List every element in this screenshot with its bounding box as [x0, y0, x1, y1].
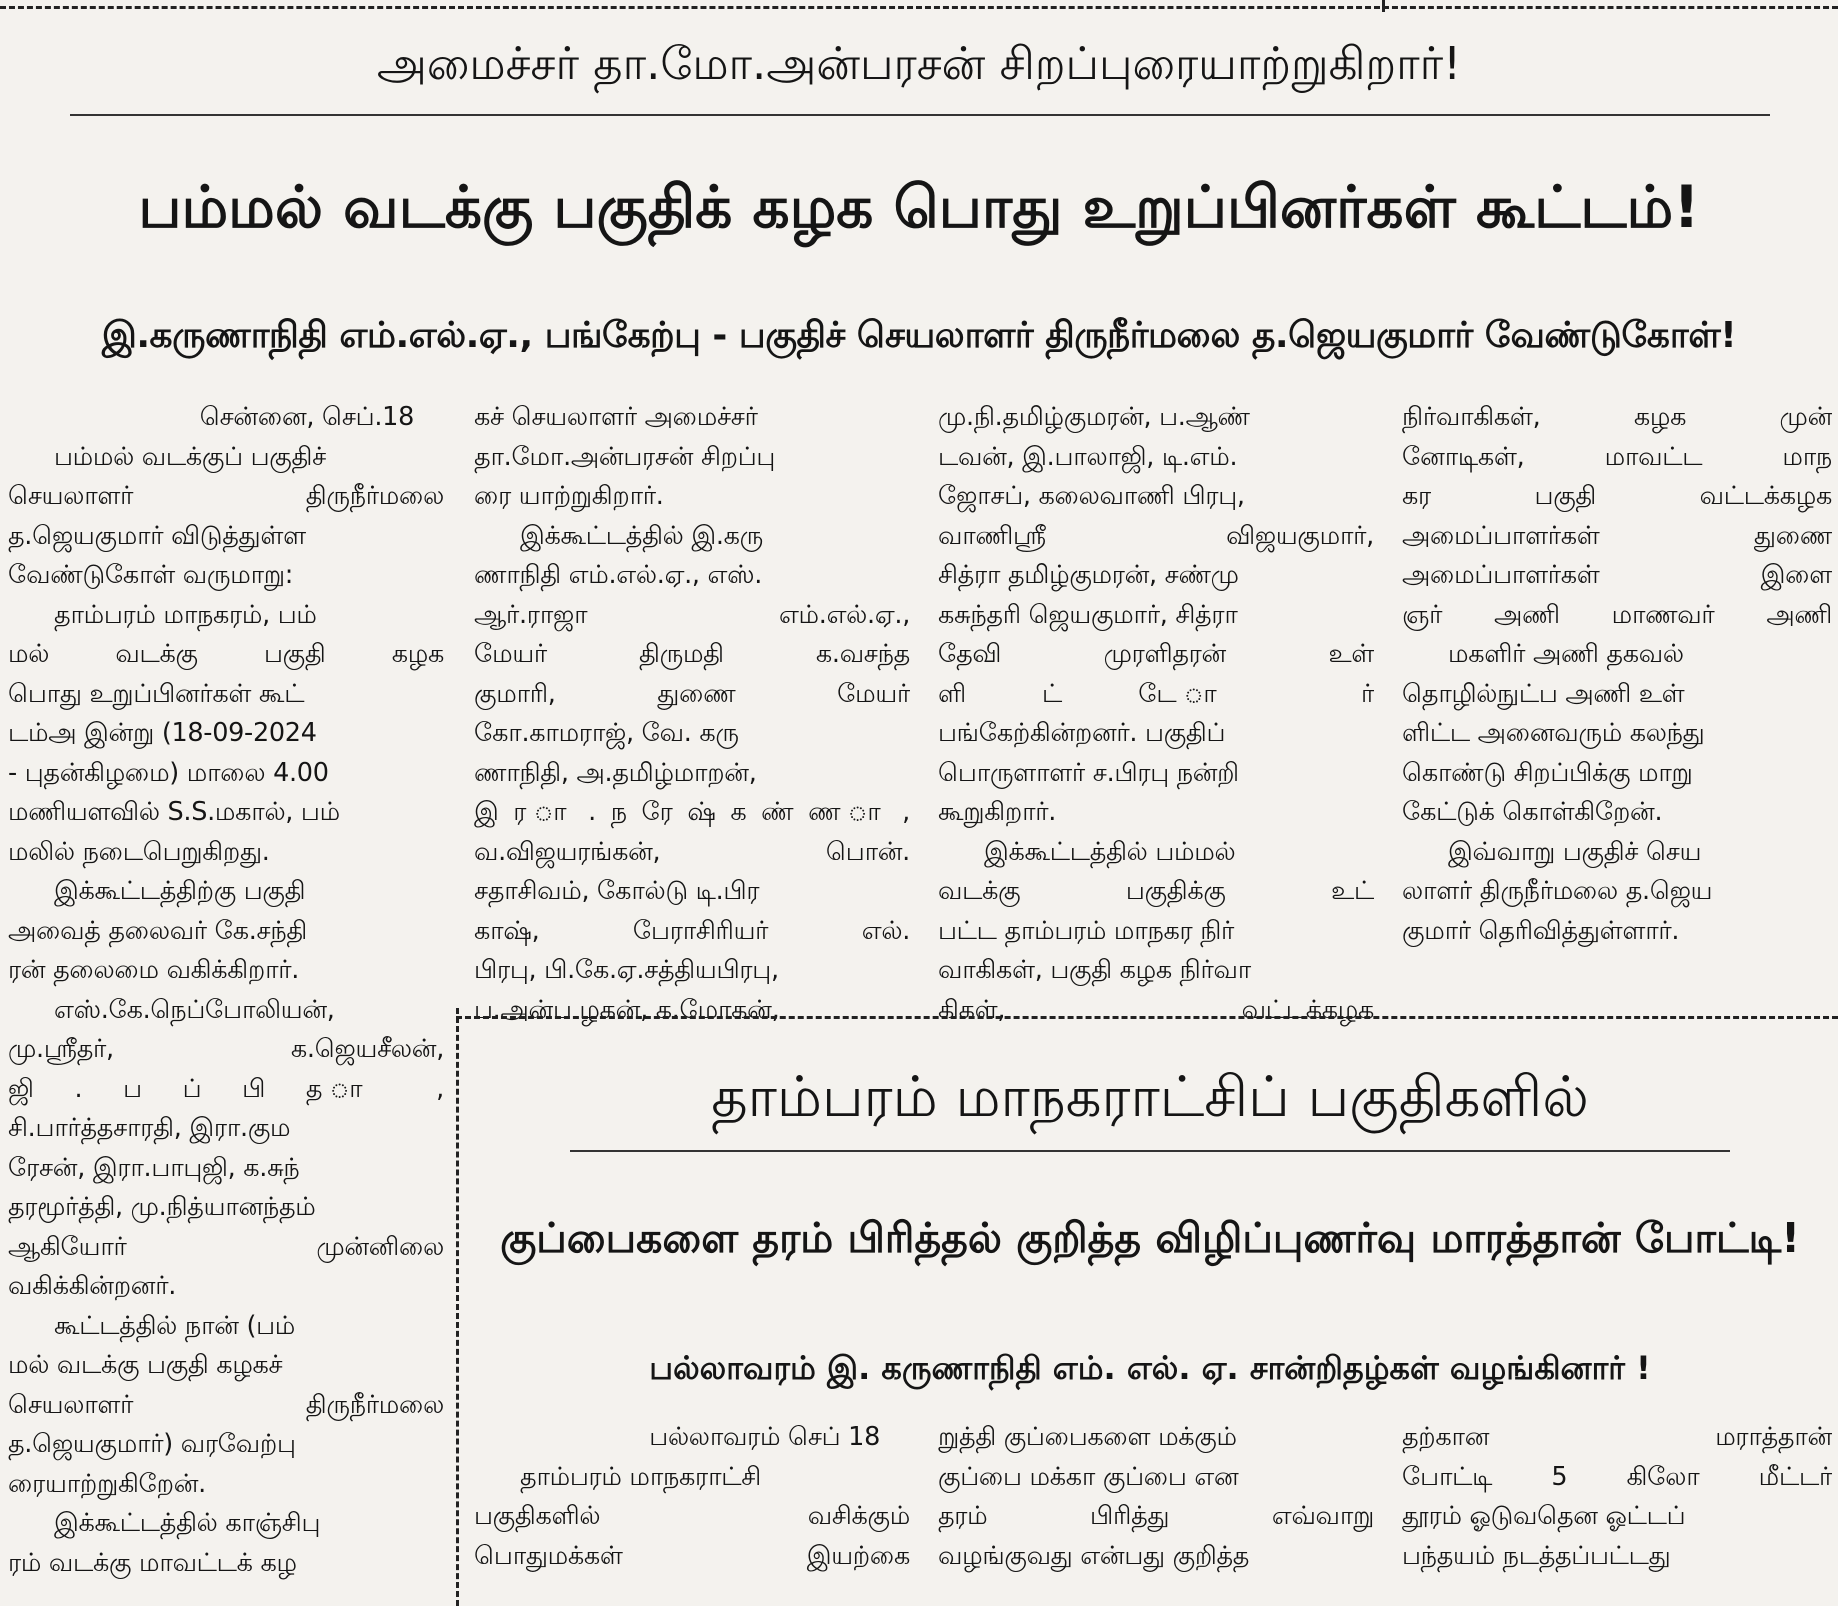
article-text-line: தா.மோ.அன்பரசன் சிறப்பு [474, 441, 776, 472]
article-text-line: ஜி . ப ப் பி த ா , [8, 1073, 444, 1104]
column-separator-dashed [456, 1008, 459, 1606]
article-text-line: நிர்வாகிகள், கழக முன் [1402, 402, 1832, 432]
article-text-line: இக்கூட்டத்தில் பம்மல் [984, 836, 1236, 867]
article-text-line: குமாரி, துணை மேயர் [474, 678, 910, 709]
article-text-line: மல் வடக்கு பகுதி கழக [8, 639, 444, 669]
article-text-line: மேயர் திருமதி க.வசந்த [474, 639, 910, 669]
article-text-line: ரையாற்றுகிறேன். [8, 1468, 206, 1499]
article-text-line: பட்ட தாம்பரம் மாநகர நிர் [938, 915, 1235, 946]
article-text-line: செயலாளர் திருநீர்மலை [8, 481, 444, 511]
article-text-line: ளி ட் டே ா ர் [938, 678, 1374, 709]
article-text-line: வ.விஜயரங்கன், பொன். [474, 836, 910, 867]
article-text-line: கூறுகிறார். [938, 797, 1057, 827]
article-text-line: ஆகியோர் முன்னிலை [8, 1231, 444, 1262]
article-text-line: பம்மல் வடக்குப் பகுதிச் [54, 441, 326, 472]
article-text-line: ணாநிதி, அ.தமிழ்மாறன், [474, 757, 757, 788]
article-text-line: இ ர ா . ந ரே ஷ் க ண் ண ா , [474, 797, 910, 827]
article-text-line: கச் செயலாளர் அமைச்சர் [474, 402, 758, 432]
article-text-line: வேண்டுகோள் வருமாறு: [8, 560, 294, 590]
article-text-line: கிகள், வட்டக்கழக [938, 994, 1374, 1025]
article-text-line: லாளர் திருநீர்மலை த.ஜெய [1402, 876, 1713, 906]
article-text-line: றுத்தி குப்பைகளை மக்கும் [938, 1422, 1237, 1452]
article-text-line: கூட்டத்தில் நான் (பம் [54, 1310, 296, 1341]
article-text-line: ஞர் அணி மாணவர் அணி [1402, 599, 1832, 630]
story2-kicker: தாம்பரம் மாநகராட்சிப் பகுதிகளில் [711, 1065, 1589, 1130]
article-text-line: பகுதிகளில் வசிக்கும் [474, 1501, 910, 1531]
article-text-line: அவைத் தலைவர் கே.சந்தி [8, 915, 308, 946]
article-text-line: பிரபு, பி.கே.ஏ.சத்தியபிரபு, [474, 955, 779, 985]
article-text-line: த.ஜெயகுமார்) வரவேற்பு [8, 1429, 296, 1459]
article-text-line: டவன், இ.பாலாஜி, டி.எம். [938, 441, 1238, 472]
article-text-line: வாணிஸ்ரீ விஜயகுமார், [938, 520, 1374, 551]
story2-kicker-underline [570, 1150, 1730, 1152]
article-text-line: செயலாளர் திருநீர்மலை [8, 1389, 444, 1420]
article-text-line: இக்கூட்டத்தில் காஞ்சிபு [54, 1508, 321, 1538]
article-text-line: கசுந்தரி ஜெயகுமார், சித்ரா [938, 599, 1238, 630]
article-text-line: தாம்பரம் மாநகரம், பம் [54, 599, 317, 630]
story2-headline: குப்பைகளை தரம் பிரித்தல் குறித்த விழிப்புணர்வு மாரத்தான் போட்டி! [500, 1214, 1800, 1262]
article-text-line: பல்லாவரம் செப் 18 [649, 1422, 880, 1452]
article-text-line: மு.ஸ்ரீதர், க.ஜெயசீலன், [8, 1034, 444, 1064]
article-text-line: தேவி முரளிதரன் உள் [938, 639, 1374, 669]
article-text-line: இவ்வாறு பகுதிச் செய [1448, 836, 1702, 867]
article-text-line: ரேசன், இரா.பாபுஜி, க.சுந் [8, 1152, 300, 1183]
article-text-line: ஆர்.ராஜா எம்.எல்.ஏ., [474, 599, 910, 630]
article-text-line: குமார் தெரிவித்துள்ளார். [1402, 915, 1680, 946]
article-text-line: அமைப்பாளர்கள் இளை [1402, 560, 1832, 590]
article-text-line: வாகிகள், பகுதி கழக நிர்வா [938, 955, 1251, 985]
article-text-line: ஜோசப், கலைவாணி பிரபு, [938, 481, 1245, 511]
article-text-line: தாம்பரம் மாநகராட்சி [520, 1461, 761, 1492]
article-text-line: குப்பை மக்கா குப்பை என [938, 1461, 1239, 1492]
article-text-line: ரை யாற்றுகிறார். [474, 481, 664, 511]
story1-column-4 [1402, 398, 1832, 951]
story1-subhead: இ.கருணாநிதி எம்.எல்.ஏ., பங்கேற்பு - பகுதிச் செயலாளர் திருநீர்மலை த.ஜெயகுமார் வேண்டுகோள்! [101, 315, 1737, 356]
article-text-line: போட்டி 5 கிலோ மீட்டர் [1402, 1461, 1832, 1492]
article-text-line: ணாநிதி எம்.எல்.ஏ., எஸ். [474, 560, 763, 590]
article-text-line: காஷ், பேராசிரியர் எல். [474, 915, 910, 946]
story2-subhead: பல்லாவரம் இ. கருணாநிதி எம். எல். ஏ. சான்றிதழ்கள் வழங்கினார் ! [649, 1349, 1651, 1387]
story1-headline: பம்மல் வடக்கு பகுதிக் கழக பொது உறுப்பினர்கள் கூட்டம்! [138, 173, 1700, 241]
article-text-line: தற்கான மராத்தான் [1402, 1422, 1832, 1452]
top-tick-mark [1382, 0, 1385, 12]
article-text-line: மல் வடக்கு பகுதி கழகச் [8, 1350, 283, 1380]
story1-kicker: அமைச்சர் தா.மோ.அன்பரசன் சிறப்புரையாற்றுகிறார்! [376, 37, 1462, 90]
story1-column-3 [938, 398, 1374, 1030]
article-text-line: தொழில்நுட்ப அணி உள் [1402, 678, 1685, 709]
article-text-line: தூரம் ஓடுவதென ஓட்டப் [1402, 1501, 1686, 1531]
article-text-line: அமைப்பாளர்கள் துணை [1402, 520, 1832, 551]
article-text-line: ப.அன்ப ழகன், க.மோகன், [474, 994, 780, 1025]
story1-column-2 [474, 398, 910, 1030]
top-dashed-border [0, 6, 1838, 9]
article-text-line: சென்னை, செப்.18 [199, 402, 414, 432]
story2-column-2 [474, 1418, 910, 1576]
article-text-line: டம்அ இன்று (18-09-2024 [8, 718, 317, 748]
article-text-line: எஸ்.கே.நெப்போலியன், [54, 994, 335, 1025]
article-text-line: வடக்கு பகுதிக்கு உட் [938, 876, 1374, 906]
article-text-line: மலில் நடைபெறுகிறது. [8, 836, 270, 867]
article-text-line: பொருளாளர் ச.பிரபு நன்றி [938, 757, 1239, 788]
story2-column-4 [1402, 1418, 1832, 1576]
article-text-line: வழங்குவது என்பது குறித்த [938, 1540, 1250, 1571]
article-text-line: ரம் வடக்கு மாவட்டக் கழ [8, 1547, 297, 1578]
article-text-line: ரன் தலைமை வகிக்கிறார். [8, 955, 300, 985]
article-text-line: னோடிகள், மாவட்ட மாந [1402, 441, 1832, 472]
article-text-line: மு.நி.தமிழ்குமரன், ப.ஆண் [938, 402, 1250, 432]
article-text-line: இக்கூட்டத்தில் இ.கரு [520, 520, 764, 551]
article-text-line: சதாசிவம், கோல்டு டி.பிர [474, 876, 760, 906]
article-text-line: ளிட்ட அனைவரும் கலந்து [1402, 718, 1705, 748]
article-text-line: சித்ரா தமிழ்குமரன், சண்மு [938, 560, 1239, 590]
article-text-line: பங்கேற்கின்றனர். பகுதிப் [938, 718, 1226, 748]
article-text-line: தரம் பிரித்து எவ்வாறு [938, 1501, 1374, 1531]
article-text-line: பொதுமக்கள் இயற்கை [474, 1540, 910, 1571]
article-text-line: இக்கூட்டத்திற்கு பகுதி [54, 876, 306, 906]
article-text-line: பொது உறுப்பினர்கள் கூட் [8, 678, 305, 709]
story2-column-3 [938, 1418, 1374, 1576]
article-text-line: மகளிர் அணி தகவல் [1448, 639, 1684, 669]
kicker-underline [70, 114, 1770, 116]
article-text-line: கோ.காமராஜ், வே. கரு [474, 718, 739, 748]
story1-column-1 [8, 398, 444, 1583]
article-text-line: - புதன்கிழமை) மாலை 4.00 [8, 757, 329, 788]
article-text-line: கர பகுதி வட்டக்கழக [1402, 481, 1832, 511]
article-text-line: கொண்டு சிறப்பிக்கு மாறு [1402, 757, 1693, 788]
article-text-line: கேட்டுக் கொள்கிறேன். [1402, 797, 1663, 827]
article-text-line: வகிக்கின்றனர். [8, 1271, 177, 1301]
article-text-line: சி.பார்த்தசாரதி, இரா.கும [8, 1113, 291, 1143]
article-text-line: தரமூர்த்தி, மு.நித்யானந்தம் [8, 1192, 316, 1222]
article-text-line: பந்தயம் நடத்தப்பட்டது [1402, 1540, 1671, 1571]
story-separator-dashed [456, 1016, 1838, 1019]
article-text-line: மணியளவில் S.S.மகால், பம் [8, 797, 340, 827]
article-text-line: த.ஜெயகுமார் விடுத்துள்ள [8, 520, 306, 551]
